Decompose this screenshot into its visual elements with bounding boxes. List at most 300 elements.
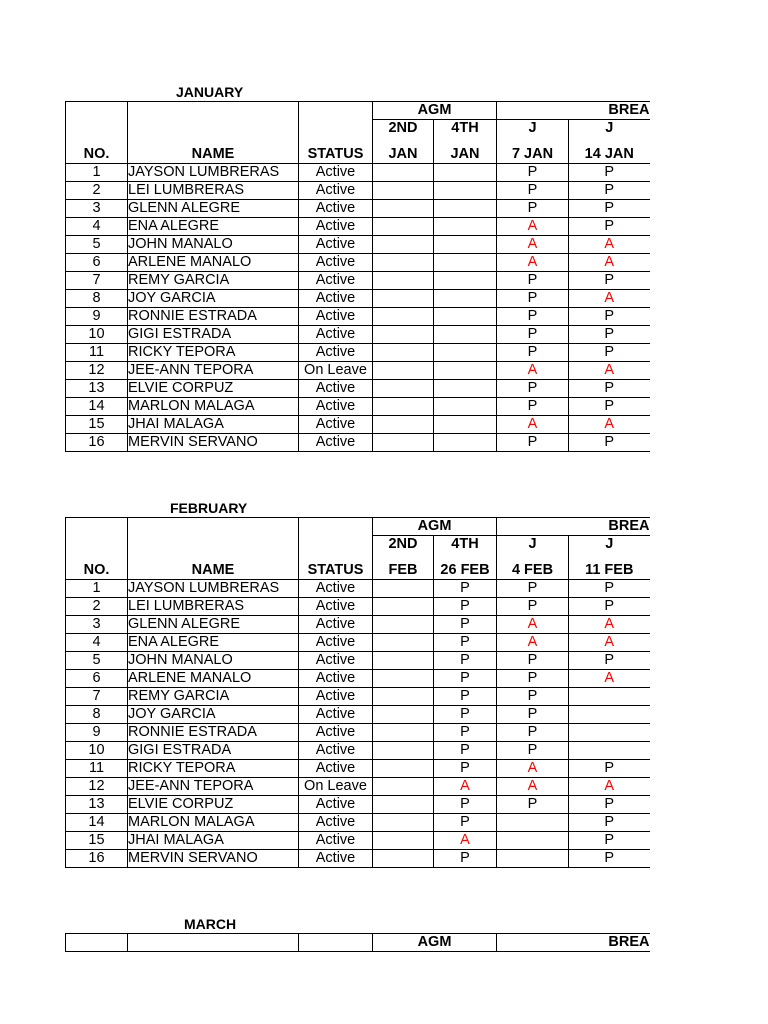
member-name: RONNIE ESTRADA [128, 308, 299, 326]
attendance-mark: P [434, 796, 497, 814]
attendance-mark [434, 434, 497, 452]
member-status: Active [299, 272, 373, 290]
member-status: Active [299, 380, 373, 398]
attendance-mark [373, 236, 434, 254]
member-status: Active [299, 724, 373, 742]
attendance-mark: P [497, 652, 569, 670]
month-title: JANUARY [176, 84, 244, 100]
attendance-mark: P [569, 398, 650, 416]
table-row [66, 398, 650, 416]
table-row [66, 380, 650, 398]
attendance-mark [434, 218, 497, 236]
member-name: MARLON MALAGA [128, 398, 299, 416]
attendance-mark [373, 308, 434, 326]
member-status: Active [299, 434, 373, 452]
member-name: JHAI MALAGA [128, 416, 299, 434]
attendance-mark: A [497, 778, 569, 796]
group-header-brea: BREA [497, 518, 650, 536]
member-number: 3 [66, 200, 128, 218]
member-name: JAYSON LUMBRERAS [128, 580, 299, 598]
attendance-mark [373, 670, 434, 688]
table-row [66, 434, 650, 452]
attendance-mark [373, 326, 434, 344]
header-spacer [299, 934, 373, 952]
member-number: 12 [66, 362, 128, 380]
attendance-mark: P [569, 272, 650, 290]
table-row [66, 344, 650, 362]
attendance-mark: P [569, 218, 650, 236]
group-header-brea: BREA [497, 102, 650, 120]
attendance-mark: P [497, 290, 569, 308]
attendance-mark: P [569, 344, 650, 362]
attendance-mark: A [434, 778, 497, 796]
member-name: ARLENE MANALO [128, 254, 299, 272]
member-number: 13 [66, 380, 128, 398]
group-header-row [66, 518, 650, 536]
table-row [66, 254, 650, 272]
attendance-mark: P [497, 326, 569, 344]
attendance-mark: P [569, 796, 650, 814]
attendance-mark: P [569, 598, 650, 616]
group-header-row [66, 934, 650, 952]
member-number: 6 [66, 254, 128, 272]
attendance-mark: A [569, 362, 650, 380]
table-row [66, 832, 650, 850]
member-name: GIGI ESTRADA [128, 326, 299, 344]
date-header-line: 11 FEB [585, 562, 634, 578]
member-number: 3 [66, 616, 128, 634]
attendance-mark [373, 760, 434, 778]
date-header-line: J [528, 120, 537, 136]
member-name: ENA ALEGRE [128, 218, 299, 236]
column-header-name: NAME [128, 518, 299, 580]
attendance-mark [373, 200, 434, 218]
attendance-mark [373, 182, 434, 200]
date-header-line: 2ND [388, 536, 418, 552]
attendance-mark: P [569, 434, 650, 452]
member-name: RICKY TEPORA [128, 344, 299, 362]
member-status: Active [299, 832, 373, 850]
member-status: Active [299, 236, 373, 254]
member-number: 7 [66, 272, 128, 290]
date-header [569, 536, 650, 580]
attendance-mark: P [434, 688, 497, 706]
attendance-mark: P [569, 814, 650, 832]
attendance-mark: A [569, 290, 650, 308]
date-header-line: J [605, 536, 614, 552]
attendance-mark: P [569, 580, 650, 598]
attendance-mark: A [497, 616, 569, 634]
table-row [66, 670, 650, 688]
attendance-mark: P [434, 742, 497, 760]
attendance-mark [434, 200, 497, 218]
member-name: GIGI ESTRADA [128, 742, 299, 760]
attendance-mark: P [434, 652, 497, 670]
group-header-agm: AGM [373, 518, 497, 536]
table-row [66, 272, 650, 290]
attendance-mark [373, 218, 434, 236]
month-title: MARCH [184, 916, 237, 932]
attendance-mark [373, 706, 434, 724]
member-number: 15 [66, 832, 128, 850]
month-title: FEBRUARY [170, 500, 248, 516]
column-header-status: STATUS [299, 102, 373, 164]
date-header-line: FEB [388, 562, 418, 578]
member-name: MERVIN SERVANO [128, 434, 299, 452]
attendance-mark: P [569, 380, 650, 398]
attendance-mark [569, 706, 650, 724]
member-name: REMY GARCIA [128, 272, 299, 290]
attendance-mark: A [569, 634, 650, 652]
attendance-mark [434, 416, 497, 434]
member-number: 11 [66, 344, 128, 362]
attendance-mark: P [497, 308, 569, 326]
attendance-mark: P [569, 832, 650, 850]
attendance-mark [373, 796, 434, 814]
attendance-mark: P [497, 398, 569, 416]
member-number: 1 [66, 580, 128, 598]
table-row [66, 706, 650, 724]
date-header-line: JAN [450, 146, 480, 162]
member-status: Active [299, 398, 373, 416]
member-name: JOY GARCIA [128, 290, 299, 308]
attendance-mark [434, 380, 497, 398]
member-status: Active [299, 580, 373, 598]
attendance-mark [373, 380, 434, 398]
attendance-mark [434, 398, 497, 416]
table-row [66, 308, 650, 326]
member-number: 8 [66, 290, 128, 308]
member-status: Active [299, 760, 373, 778]
attendance-mark: A [497, 760, 569, 778]
attendance-mark [373, 832, 434, 850]
member-name: RICKY TEPORA [128, 760, 299, 778]
table-row [66, 742, 650, 760]
member-number: 12 [66, 778, 128, 796]
attendance-mark: P [497, 380, 569, 398]
attendance-mark [373, 272, 434, 290]
member-number: 15 [66, 416, 128, 434]
member-status: Active [299, 218, 373, 236]
attendance-mark [434, 290, 497, 308]
member-number: 4 [66, 634, 128, 652]
header-spacer [128, 934, 299, 952]
member-name: JOY GARCIA [128, 706, 299, 724]
member-name: JOHN MANALO [128, 652, 299, 670]
member-number: 13 [66, 796, 128, 814]
attendance-mark: A [569, 254, 650, 272]
attendance-mark: P [434, 760, 497, 778]
attendance-mark: P [434, 670, 497, 688]
attendance-mark [373, 398, 434, 416]
attendance-mark [373, 416, 434, 434]
member-name: ARLENE MANALO [128, 670, 299, 688]
group-header-row [66, 102, 650, 120]
member-number: 14 [66, 814, 128, 832]
attendance-mark: P [497, 200, 569, 218]
attendance-mark: A [569, 416, 650, 434]
table-row [66, 598, 650, 616]
attendance-mark [434, 308, 497, 326]
attendance-mark [434, 254, 497, 272]
table-row [66, 290, 650, 308]
attendance-mark: P [434, 580, 497, 598]
attendance-table [65, 517, 650, 868]
member-status: Active [299, 742, 373, 760]
member-status: Active [299, 326, 373, 344]
attendance-mark [373, 580, 434, 598]
member-status: Active [299, 416, 373, 434]
table-row [66, 416, 650, 434]
attendance-mark: P [497, 580, 569, 598]
table-row [66, 236, 650, 254]
attendance-mark: A [569, 778, 650, 796]
member-status: Active [299, 182, 373, 200]
attendance-mark: P [569, 760, 650, 778]
attendance-mark [373, 362, 434, 380]
member-name: JAYSON LUMBRERAS [128, 164, 299, 182]
member-status: Active [299, 634, 373, 652]
member-status: Active [299, 308, 373, 326]
attendance-mark [373, 290, 434, 308]
member-status: Active [299, 164, 373, 182]
member-name: ENA ALEGRE [128, 634, 299, 652]
table-row [66, 182, 650, 200]
member-number: 14 [66, 398, 128, 416]
date-header-line: 7 JAN [511, 146, 554, 162]
attendance-mark: A [497, 634, 569, 652]
attendance-mark [373, 724, 434, 742]
attendance-mark [373, 598, 434, 616]
member-name: REMY GARCIA [128, 688, 299, 706]
attendance-mark [373, 850, 434, 868]
date-header [569, 120, 650, 164]
attendance-mark: A [569, 236, 650, 254]
table-row [66, 580, 650, 598]
attendance-mark [373, 344, 434, 362]
date-header-line: 2ND [388, 120, 418, 136]
column-header-no: NO. [66, 102, 128, 164]
attendance-mark [373, 434, 434, 452]
group-header-agm: AGM [373, 102, 497, 120]
attendance-mark: P [434, 634, 497, 652]
date-header-line: 14 JAN [584, 146, 634, 162]
table-row [66, 200, 650, 218]
member-status: Active [299, 814, 373, 832]
table-row [66, 164, 650, 182]
attendance-mark [373, 814, 434, 832]
attendance-mark: P [434, 706, 497, 724]
attendance-mark [569, 688, 650, 706]
member-name: RONNIE ESTRADA [128, 724, 299, 742]
member-number: 2 [66, 182, 128, 200]
table-row [66, 724, 650, 742]
member-number: 1 [66, 164, 128, 182]
attendance-mark [373, 742, 434, 760]
attendance-mark: P [497, 742, 569, 760]
date-header [434, 536, 497, 580]
member-status: Active [299, 598, 373, 616]
member-number: 2 [66, 598, 128, 616]
attendance-mark: A [497, 236, 569, 254]
member-number: 9 [66, 724, 128, 742]
date-header [434, 120, 497, 164]
attendance-mark: P [497, 796, 569, 814]
member-status: Active [299, 254, 373, 272]
attendance-mark: A [497, 362, 569, 380]
attendance-mark: A [497, 254, 569, 272]
member-number: 10 [66, 742, 128, 760]
attendance-mark [373, 652, 434, 670]
group-header-brea: BREA [497, 934, 650, 952]
member-number: 6 [66, 670, 128, 688]
attendance-mark: P [434, 724, 497, 742]
member-status: Active [299, 616, 373, 634]
attendance-mark [434, 164, 497, 182]
table-row [66, 634, 650, 652]
table-row [66, 850, 650, 868]
attendance-mark: P [497, 724, 569, 742]
date-header-line: 4TH [451, 120, 479, 136]
member-number: 7 [66, 688, 128, 706]
attendance-mark [569, 724, 650, 742]
attendance-mark [373, 778, 434, 796]
attendance-mark [373, 254, 434, 272]
member-number: 11 [66, 760, 128, 778]
member-status: Active [299, 344, 373, 362]
attendance-mark: A [497, 416, 569, 434]
member-number: 9 [66, 308, 128, 326]
attendance-mark: P [497, 688, 569, 706]
group-header-agm: AGM [373, 934, 497, 952]
member-name: ELVIE CORPUZ [128, 796, 299, 814]
date-header [497, 120, 569, 164]
date-header-line: 4 FEB [511, 562, 554, 578]
attendance-mark [434, 236, 497, 254]
table-row [66, 814, 650, 832]
attendance-mark [434, 182, 497, 200]
attendance-mark: A [497, 218, 569, 236]
attendance-mark: P [569, 164, 650, 182]
attendance-mark: P [569, 850, 650, 868]
attendance-mark: P [434, 850, 497, 868]
member-name: JHAI MALAGA [128, 832, 299, 850]
attendance-mark: P [497, 272, 569, 290]
attendance-mark [434, 272, 497, 290]
attendance-mark [434, 326, 497, 344]
member-name: JEE-ANN TEPORA [128, 362, 299, 380]
column-header-no: NO. [66, 518, 128, 580]
date-header [497, 536, 569, 580]
member-name: JEE-ANN TEPORA [128, 778, 299, 796]
attendance-mark: P [434, 616, 497, 634]
attendance-mark [569, 742, 650, 760]
attendance-table [65, 933, 650, 952]
date-header-line: 26 FEB [440, 562, 490, 578]
attendance-mark: P [569, 326, 650, 344]
table-row [66, 688, 650, 706]
column-header-status: STATUS [299, 518, 373, 580]
attendance-mark [373, 164, 434, 182]
date-header [373, 120, 434, 164]
member-status: Active [299, 652, 373, 670]
attendance-mark: P [497, 598, 569, 616]
table-row [66, 760, 650, 778]
date-header [373, 536, 434, 580]
member-status: Active [299, 688, 373, 706]
member-name: GLENN ALEGRE [128, 200, 299, 218]
member-status: Active [299, 796, 373, 814]
attendance-mark: P [497, 182, 569, 200]
attendance-mark: P [497, 670, 569, 688]
attendance-mark [434, 344, 497, 362]
member-status: On Leave [299, 778, 373, 796]
date-header-line: 4TH [451, 536, 479, 552]
member-number: 4 [66, 218, 128, 236]
table-row [66, 778, 650, 796]
attendance-mark: P [497, 164, 569, 182]
table-row [66, 652, 650, 670]
attendance-mark [373, 688, 434, 706]
attendance-mark: P [569, 182, 650, 200]
attendance-mark: P [434, 598, 497, 616]
member-status: Active [299, 200, 373, 218]
member-number: 16 [66, 850, 128, 868]
table-row [66, 326, 650, 344]
member-number: 16 [66, 434, 128, 452]
member-name: ELVIE CORPUZ [128, 380, 299, 398]
member-number: 5 [66, 236, 128, 254]
attendance-mark [497, 814, 569, 832]
date-header-line: J [528, 536, 537, 552]
member-name: LEI LUMBRERAS [128, 598, 299, 616]
attendance-mark: P [497, 434, 569, 452]
member-name: LEI LUMBRERAS [128, 182, 299, 200]
attendance-mark: P [434, 814, 497, 832]
attendance-mark: P [497, 706, 569, 724]
member-number: 5 [66, 652, 128, 670]
member-status: Active [299, 670, 373, 688]
attendance-mark: P [569, 652, 650, 670]
header-spacer [66, 934, 128, 952]
attendance-mark [434, 362, 497, 380]
date-header-line: JAN [388, 146, 418, 162]
member-name: JOHN MANALO [128, 236, 299, 254]
attendance-mark: A [434, 832, 497, 850]
table-row [66, 796, 650, 814]
column-header-name: NAME [128, 102, 299, 164]
attendance-mark: P [569, 308, 650, 326]
attendance-mark: P [497, 344, 569, 362]
member-status: Active [299, 290, 373, 308]
member-number: 10 [66, 326, 128, 344]
member-number: 8 [66, 706, 128, 724]
date-header-line: J [605, 120, 614, 136]
member-status: Active [299, 706, 373, 724]
attendance-mark [497, 850, 569, 868]
attendance-mark: A [569, 670, 650, 688]
table-row [66, 362, 650, 380]
member-status: On Leave [299, 362, 373, 380]
attendance-mark [497, 832, 569, 850]
attendance-mark [373, 616, 434, 634]
member-status: Active [299, 850, 373, 868]
attendance-mark: A [569, 616, 650, 634]
attendance-mark [373, 634, 434, 652]
attendance-table [65, 101, 650, 452]
attendance-mark: P [569, 200, 650, 218]
table-row [66, 218, 650, 236]
